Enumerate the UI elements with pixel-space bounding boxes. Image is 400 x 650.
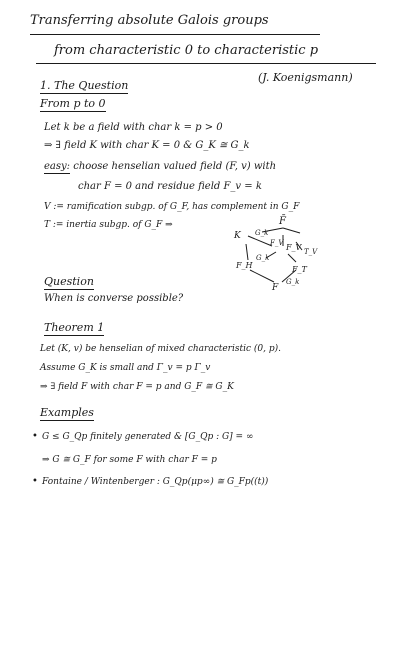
question-text: When is converse possible? [44, 293, 184, 304]
diagram-label: F̄ [279, 216, 286, 227]
diagram-edge [250, 270, 274, 282]
diagram-label: K [234, 231, 241, 241]
section1-line-5: T := inertia subgp. of G_F ⇒ [44, 220, 173, 230]
title-line-2: from characteristic 0 to characteristic p [54, 43, 319, 58]
section1-line-2: ⇒ ∃ field K with char K = 0 & G_K ≅ G_k [44, 140, 250, 151]
diagram-label: G_k [256, 254, 270, 262]
easy-label: easy: [44, 161, 71, 172]
diagram-edge [283, 228, 300, 233]
example-item-2: ⇒ G ≅ G_F for some F with char F = p [42, 455, 217, 465]
question-heading-text: Question [44, 275, 94, 288]
diagram-label: F [272, 283, 279, 293]
section-subheading-text: From p to 0 [40, 97, 106, 110]
theorem-heading-text: Theorem 1 [44, 321, 105, 334]
section1-line-3: char F = 0 and residue field F_v = k [78, 181, 262, 192]
theorem-line-1: Let (K, v) be henselian of mixed characteristic (0, p). [40, 344, 281, 354]
theorem-line-3: ⇒ ∃ field F with char F = p and G_F ≅ G_K [40, 382, 234, 392]
theorem-line-2: Assume G_K is small and Γ_v = p Γ_v [40, 363, 211, 373]
diagram-label: F_V [286, 243, 302, 252]
section-heading-text: 1. The Question [40, 79, 129, 92]
section1-line-4: V := ramification subgp. of G_F, has complement in G_F [44, 202, 300, 212]
author: (J. Koenigsmann) [258, 71, 353, 84]
question-heading [44, 276, 94, 287]
example-item-1: G ≤ G_Qp finitely generated & [G_Qp : G] = ∞ [42, 432, 254, 442]
diagram-label: G_k [286, 278, 300, 286]
theorem-heading [44, 322, 104, 333]
diagram-label: F_H [236, 261, 253, 270]
title-line-1: Transferring absolute Galois groups [30, 13, 269, 28]
example-bullet-2: • [32, 476, 38, 487]
example-item-3: Fontaine / Wintenberger : G_Qp(μp∞) ≅ G_Fp((t)) [42, 477, 269, 487]
easy-text: choose henselian valued field (F, v) with [73, 161, 277, 172]
examples-heading-text: Examples [40, 406, 94, 419]
diagram-label: F_T [292, 265, 307, 274]
diagram-edge [248, 236, 272, 246]
example-bullet-1: • [32, 431, 38, 442]
diagram-label: G_k [255, 229, 269, 237]
diagram-label: F_V [270, 239, 284, 247]
section1-line-1: Let k be a field with char k = p > 0 [44, 122, 223, 133]
diagram-edge [288, 254, 296, 262]
diagram-edge [246, 244, 248, 260]
examples-heading [40, 407, 94, 418]
diagram-label: T_V [304, 248, 318, 256]
